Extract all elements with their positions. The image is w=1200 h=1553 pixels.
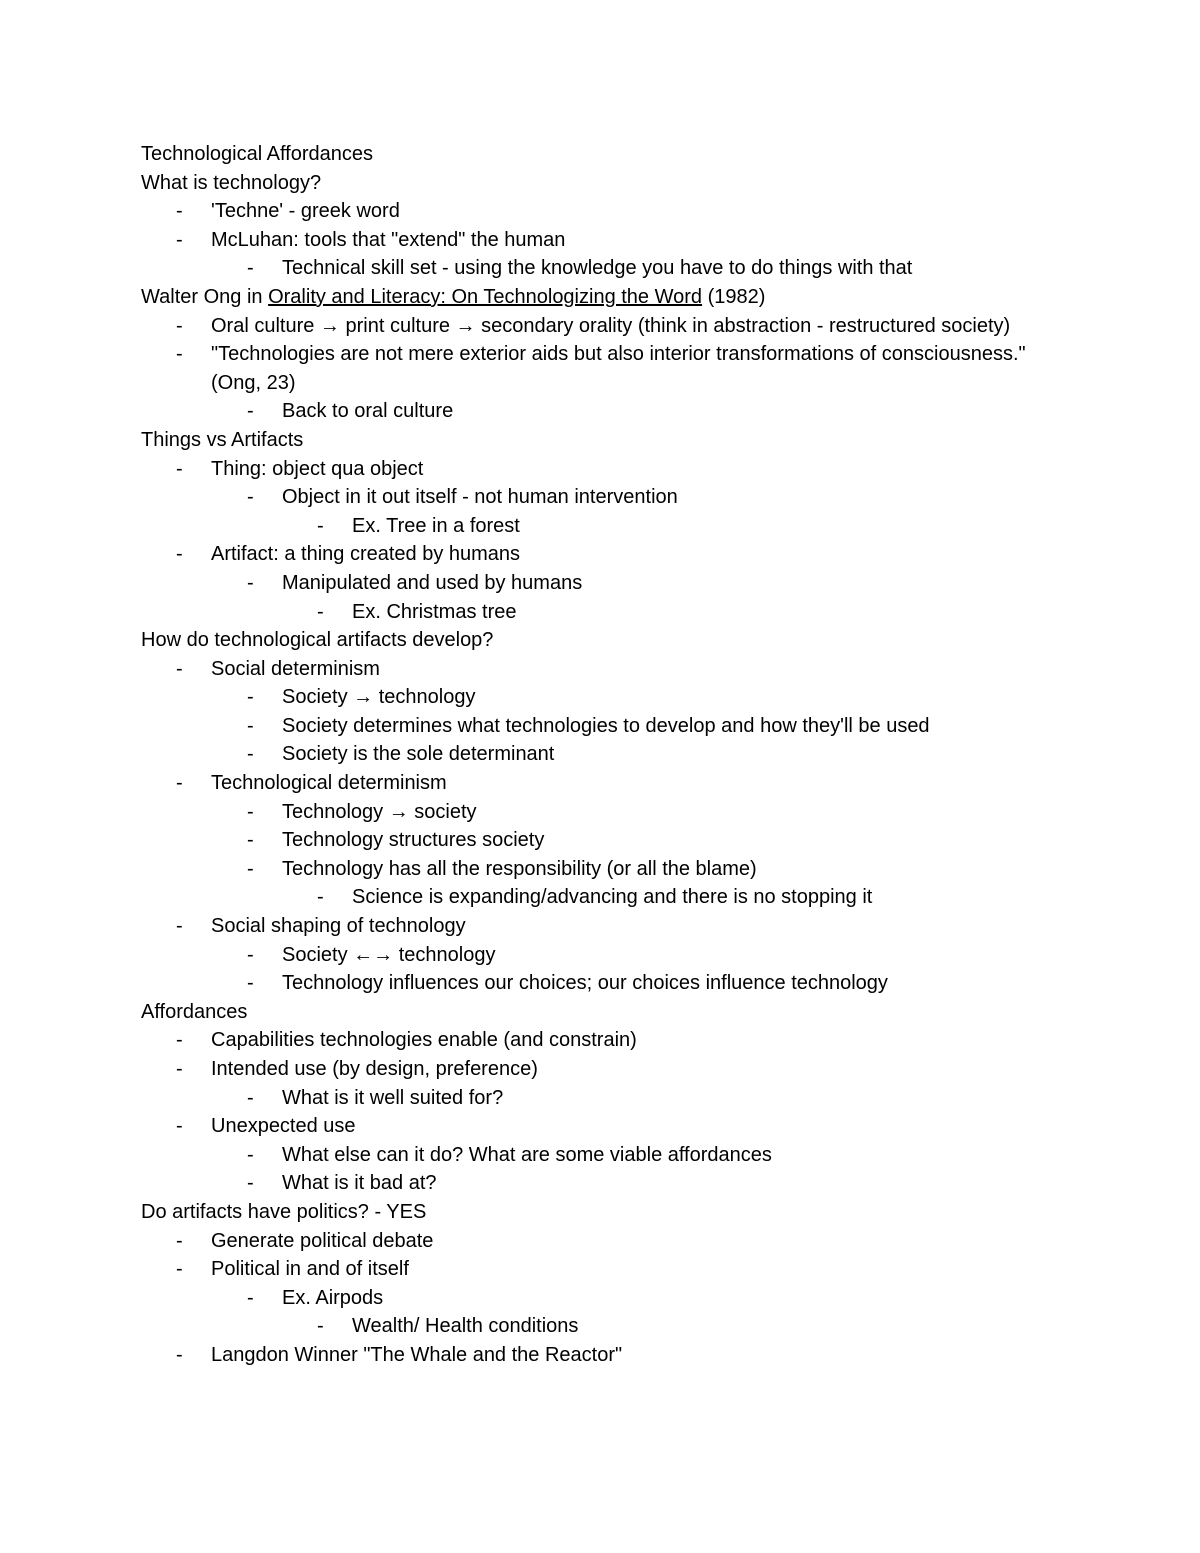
line-text: Technology → society	[282, 800, 477, 823]
bullet-dash: -	[247, 943, 254, 966]
line-text: What is it bad at?	[282, 1172, 437, 1195]
bullet-item	[141, 769, 1041, 798]
line-text: Technological determinism	[211, 772, 447, 795]
bullet-item	[141, 1312, 1041, 1341]
bullet-item	[141, 598, 1041, 627]
line-text: Society ←→ technology	[282, 943, 496, 966]
bullet-item	[141, 912, 1041, 941]
bullet-dash: -	[247, 257, 254, 280]
bullet-item	[141, 1141, 1041, 1170]
bullet-dash: -	[247, 686, 254, 709]
bullet-item	[141, 798, 1041, 827]
bullet-item	[141, 1284, 1041, 1313]
section-heading	[141, 998, 1041, 1027]
line-text: Do artifacts have politics? - YES	[141, 1200, 427, 1223]
bullet-dash: -	[176, 1343, 183, 1366]
bullet-dash: -	[317, 886, 324, 909]
bullet-item	[141, 969, 1041, 998]
bullet-item	[141, 1255, 1041, 1284]
line-text: Generate political debate	[211, 1229, 434, 1252]
bullet-dash: -	[317, 600, 324, 623]
bullet-dash: -	[176, 1229, 183, 1252]
bullet-dash: -	[247, 400, 254, 423]
line-text: Society determines what technologies to develop and how they'll be used	[282, 714, 930, 737]
line-text: Intended use (by design, preference)	[211, 1058, 538, 1080]
bullet-dash: -	[247, 714, 254, 737]
line-text: Affordances	[141, 1000, 248, 1023]
line-text: Society → technology	[282, 686, 476, 709]
line-text: Social shaping of technology	[211, 915, 466, 938]
bullet-dash: -	[247, 857, 254, 880]
bullet-item	[141, 340, 1041, 397]
line-text: Social determinism	[211, 657, 380, 680]
bullet-dash: -	[176, 915, 183, 938]
bullet-item	[141, 1227, 1041, 1256]
line-text: Capabilities technologies enable (and constrain)	[211, 1029, 637, 1052]
line-text: Things vs Artifacts	[141, 428, 304, 451]
line-text: Technical skill set - using the knowledge you have to do things with that	[282, 257, 913, 280]
bullet-dash: -	[247, 571, 254, 594]
bullet-item	[141, 1084, 1041, 1113]
line-text: Artifact: a thing created by humans	[211, 543, 521, 566]
section-heading	[141, 283, 1041, 312]
line-text: Back to oral culture	[282, 400, 454, 423]
bullet-item	[141, 512, 1041, 541]
bullet-dash: -	[176, 657, 183, 680]
bullet-dash: -	[247, 1286, 254, 1309]
line-text: What is it well suited for?	[282, 1086, 504, 1109]
bullet-dash: -	[247, 972, 254, 995]
bullet-item	[141, 569, 1041, 598]
line-text: 'Techne' - greek word	[211, 200, 400, 223]
bullet-dash: -	[317, 1315, 324, 1338]
bullet-item	[141, 655, 1041, 684]
bullet-dash: -	[176, 1029, 183, 1052]
line-text: Technology influences our choices; our choices influence technology	[282, 972, 888, 995]
bullet-dash: -	[176, 343, 183, 366]
line-text: Langdon Winner "The Whale and the Reactor"	[211, 1343, 623, 1366]
line-text: (1982)	[702, 285, 766, 308]
bullet-dash: -	[176, 1058, 183, 1080]
line-text: "Technologies are not mere exterior aids but also interior transformations of consciousness." (Ong, 23)	[211, 343, 1026, 394]
bullet-dash: -	[176, 228, 183, 251]
bullet-dash: -	[176, 200, 183, 223]
bullet-dash: -	[176, 1115, 183, 1138]
bullet-item	[141, 1112, 1041, 1141]
bullet-item	[141, 855, 1041, 884]
bullet-item	[141, 540, 1041, 569]
bullet-item	[141, 254, 1041, 283]
bullet-item	[141, 483, 1041, 512]
line-text: Ex. Christmas tree	[352, 600, 517, 623]
bullet-dash: -	[176, 1258, 183, 1281]
bullet-item	[141, 826, 1041, 855]
bullet-dash: -	[176, 772, 183, 795]
line-text: McLuhan: tools that "extend" the human	[211, 228, 566, 251]
bullet-item	[141, 1341, 1041, 1370]
line-text: Ex. Airpods	[282, 1286, 384, 1309]
line-text: Object in it out itself - not human intervention	[282, 486, 678, 509]
line-text: Technology structures society	[282, 829, 545, 852]
bullet-item	[141, 226, 1041, 255]
section-heading	[141, 426, 1041, 455]
bullet-dash: -	[176, 314, 183, 337]
document-lines	[141, 169, 1041, 1370]
bullet-dash: -	[247, 1172, 254, 1195]
bullet-item	[141, 712, 1041, 741]
line-text: Society is the sole determinant	[282, 743, 555, 766]
line-text: Unexpected use	[211, 1115, 356, 1138]
bullet-item	[141, 312, 1041, 341]
bullet-dash: -	[247, 829, 254, 852]
section-heading	[141, 1198, 1041, 1227]
bullet-item	[141, 1026, 1041, 1055]
bullet-item	[141, 1055, 1041, 1084]
line-text: Political in and of itself	[211, 1258, 409, 1281]
bullet-item	[141, 683, 1041, 712]
line-text: Walter Ong in	[141, 285, 269, 308]
bullet-item	[141, 197, 1041, 226]
document-body	[141, 140, 1041, 1370]
line-text: Oral culture → print culture → secondary orality (think in abstraction - restructured society)	[211, 314, 1011, 337]
bullet-item	[141, 740, 1041, 769]
bullet-dash: -	[176, 543, 183, 566]
bullet-item	[141, 397, 1041, 426]
bullet-item	[141, 883, 1041, 912]
line-text: How do technological artifacts develop?	[141, 629, 494, 652]
section-heading	[141, 626, 1041, 655]
bullet-dash: -	[247, 1086, 254, 1109]
line-text: Technology has all the responsibility (or all the blame)	[282, 857, 757, 880]
section-heading	[141, 169, 1041, 198]
line-text: What else can it do? What are some viable affordances	[282, 1143, 772, 1166]
line-text: Thing: object qua object	[211, 457, 424, 480]
book-title: Orality and Literacy: On Technologizing the Word	[268, 285, 703, 308]
bullet-item	[141, 455, 1041, 484]
bullet-dash: -	[247, 486, 254, 509]
line-text: Science is expanding/advancing and there is no stopping it	[352, 886, 873, 909]
bullet-dash: -	[176, 457, 183, 480]
line-text: Manipulated and used by humans	[282, 571, 583, 594]
bullet-dash: -	[247, 743, 254, 766]
bullet-item	[141, 941, 1041, 970]
bullet-dash: -	[247, 800, 254, 823]
line-text: What is technology?	[141, 171, 322, 194]
bullet-dash: -	[317, 514, 324, 537]
line-text: Ex. Tree in a forest	[352, 514, 520, 537]
document-title: Technological Affordances	[141, 143, 374, 165]
line-text: Wealth/ Health conditions	[352, 1315, 579, 1338]
bullet-dash: -	[247, 1143, 254, 1166]
bullet-item	[141, 1169, 1041, 1198]
